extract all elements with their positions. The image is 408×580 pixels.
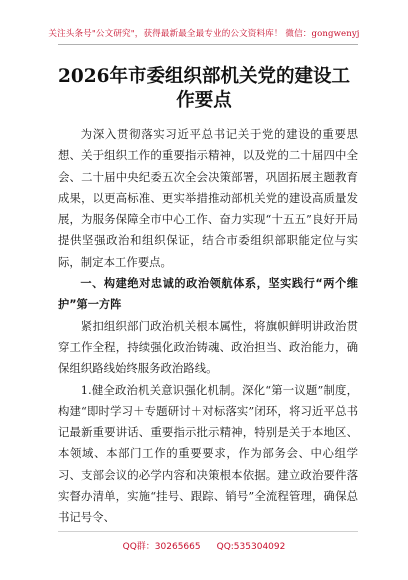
footer-contacts [0, 539, 408, 552]
intro-paragraph: 为深入贯彻落实习近平总书记关于党的建设的重要思想、关于组织工作的重要指示精神，以及党的二十届四中全会、二十届中央纪委五次全会决策部署，巩固拓展主题教育成果，以更高标准、更实举措推动部机关党的建设高质量发展，为服务保障全市中心工作、奋力实现“十五五”良好开局提供坚强政治和组织保证，结合市委组织部职能定位与实际，制定本工作要点。 [58, 127, 358, 269]
qq-group-number: QQ群：30265665 [122, 542, 201, 552]
qq-number: QQ:535304092 [216, 542, 286, 552]
header-divider [58, 44, 358, 45]
section-heading: 一、构建绝对忠诚的政治领航体系，坚实践行“两个维护”第一方阵 [58, 277, 358, 312]
section-intro-paragraph: 紧扣组织部门政治机关根本属性，将旗帜鲜明讲政治贯穿工作全程，持续强化政治铸魂、政治担当、政治能力，确保组织路线始终服务政治路线。 [58, 318, 358, 376]
item-paragraph: 1.健全政治机关意识强化机制。深化“第一议题”制度，构建“即时学习＋专题研讨＋对标落实”闭环，将习近平总书记最新重要讲话、重要指示批示精神，特别是关于本地区、本领域、本部门工作的重要要求，作为部务会、中心组学习、支部会议的必学内容和决策根本依据。建立政治要件落实督办清单，实施“挂号、跟踪、销号”全流程管理，确保总书记号令、 [58, 382, 358, 525]
document-title: 2026年市委组织部机关党的建设工作要点 [58, 66, 350, 111]
footer-divider [58, 531, 358, 532]
promo-banner: 关注头条号"公文研究"，获得最新最全最专业的公文资料库！ 微信：gongwenyj [48, 29, 360, 39]
document-body [58, 124, 358, 529]
